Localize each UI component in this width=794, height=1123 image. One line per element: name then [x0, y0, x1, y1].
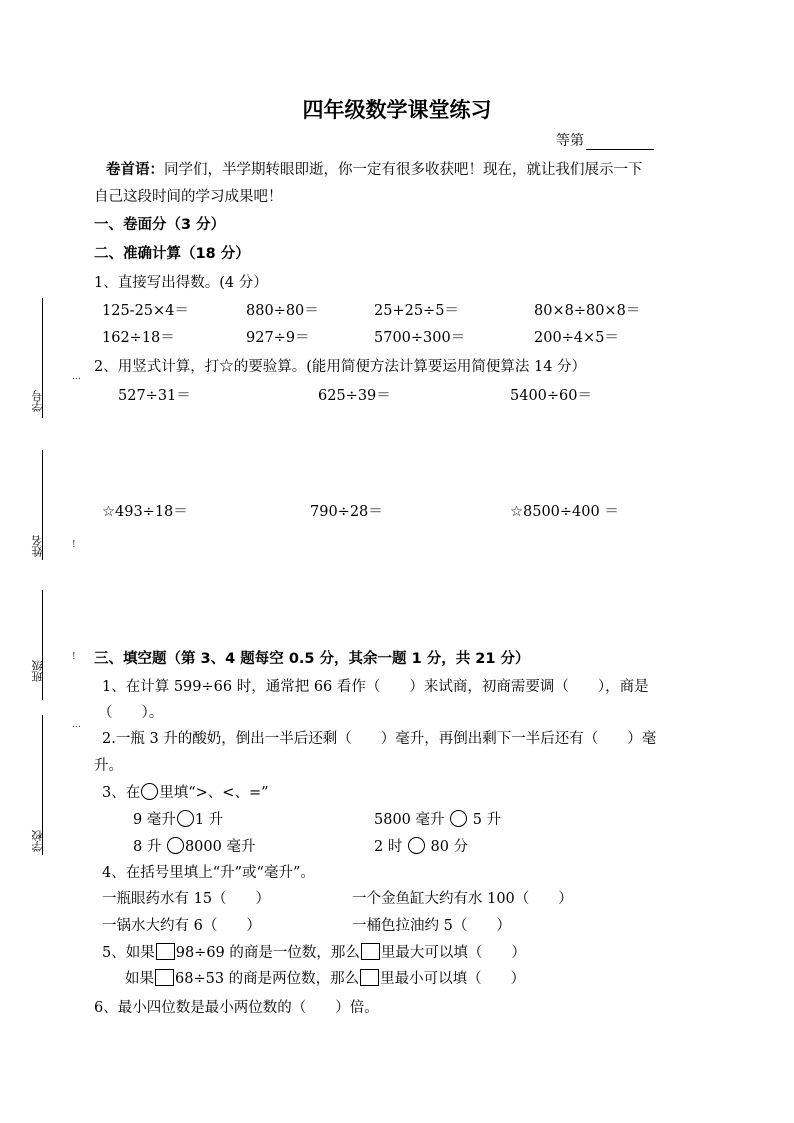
section-3-heading: 三、填空题（第 3、4 题每空 0.5 分，其余一题 1 分，共 21 分） [94, 651, 530, 667]
calc-item: 80×8÷80×8＝ [534, 303, 641, 319]
vertical-calc-item: 527÷31＝ [118, 388, 191, 404]
digit-box[interactable] [156, 943, 175, 960]
calc-item: 200÷4×5＝ [534, 330, 619, 346]
intro-line-1: 卷首语：同学们，半学期转眼即逝，你一定有很多收获吧！现在，就让我们展示一下 [106, 161, 643, 178]
comparison-item: 9 毫升 1 升 [133, 812, 224, 828]
digit-box[interactable] [361, 943, 380, 960]
comparison-circle[interactable] [177, 810, 194, 827]
binding-mark: ! [72, 652, 76, 662]
binding-line [42, 590, 43, 700]
question-3-1-line-2: （ ）。 [98, 705, 164, 721]
grade-blank[interactable] [586, 135, 654, 150]
comparison-circle[interactable] [141, 783, 158, 800]
unit-fill-item: 一个金鱼缸大约有水 100（ ） [352, 891, 573, 907]
binding-mark: ! [72, 540, 76, 550]
question-3-2-line-2: 升。 [94, 758, 123, 774]
vertical-calc-item: 5400÷60＝ [510, 388, 593, 404]
intro-label: 卷首语： [106, 161, 164, 178]
calc-item: 5700÷300＝ [374, 330, 466, 346]
comparison-item: 5800 毫升 5 升 [374, 812, 502, 828]
comparison-item: 2 时 80 分 [374, 839, 469, 855]
question-2-1-label: 1、直接写出得数。(4 分） [94, 275, 268, 291]
vertical-calc-item: 790÷28＝ [310, 504, 383, 520]
question-2-2-label: 2、用竖式计算，打☆的要验算。(能用简便方法计算要运用简便算法 14 分） [94, 359, 587, 375]
binding-label-school: 学校 [31, 830, 44, 852]
unit-fill-item: 一锅水大约有 6（ ） [102, 918, 261, 934]
digit-box[interactable] [360, 969, 379, 986]
grade-field [556, 130, 654, 150]
binding-label-class: 班级 [31, 660, 44, 682]
unit-fill-item: 一瓶眼药水有 15（ ） [102, 891, 271, 907]
comparison-item: 8 升 8000 毫升 [133, 839, 256, 855]
calc-item: 880÷80＝ [246, 303, 319, 319]
binding-label-id: 学号 [31, 390, 44, 412]
unit-fill-item: 一桶色拉油约 5（ ） [352, 918, 511, 934]
calc-item: 25+25÷5＝ [374, 303, 459, 319]
vertical-calc-item: ☆8500÷400 ＝ [510, 504, 619, 520]
binding-mark: … [72, 372, 81, 382]
grade-label: 等第 [556, 133, 584, 149]
calc-item: 162÷18＝ [102, 330, 175, 346]
section-1-heading: 一、卷面分（3 分） [94, 217, 226, 233]
question-3-5-line-2: 如果 68÷53 的商是两位数，那么 里最小可以填（ ） [125, 971, 526, 987]
question-3-1-line-1: 1、在计算 599÷66 时，通常把 66 看作（ ）来试商，初商需要调（ ），商是 [102, 679, 649, 695]
digit-box[interactable] [155, 969, 174, 986]
question-3-2-line-1: 2.一瓶 3 升的酸奶，倒出一半后还剩（ ）毫升，再倒出剩下一半后还有（ ）毫 [102, 731, 657, 747]
binding-mark: … [72, 720, 81, 730]
vertical-calc-item: 625÷39＝ [318, 388, 391, 404]
vertical-calc-item: ☆493÷18＝ [102, 504, 188, 520]
question-3-4-label: 4、在括号里填上“升”或“毫升”。 [102, 865, 315, 881]
question-3-3-label: 3、在 里填“>、<、=” [102, 785, 269, 801]
page-title: 四年级数学课堂练习 [302, 98, 492, 122]
comparison-circle[interactable] [450, 810, 467, 827]
comparison-circle[interactable] [408, 837, 425, 854]
intro-line-2: 自己这段时间的学习成果吧！ [94, 189, 283, 205]
question-3-6: 6、最小四位数是最小两位数的（ ）倍。 [94, 1000, 379, 1016]
calc-item: 927÷9＝ [246, 330, 310, 346]
binding-label-name: 姓名 [31, 535, 44, 557]
question-3-5-line-1: 5、如果 98÷69 的商是一位数，那么 里最大可以填（ ） [102, 945, 526, 961]
comparison-circle[interactable] [167, 837, 184, 854]
calc-item: 125-25×4＝ [102, 303, 189, 319]
section-2-heading: 二、准确计算（18 分） [94, 246, 250, 262]
